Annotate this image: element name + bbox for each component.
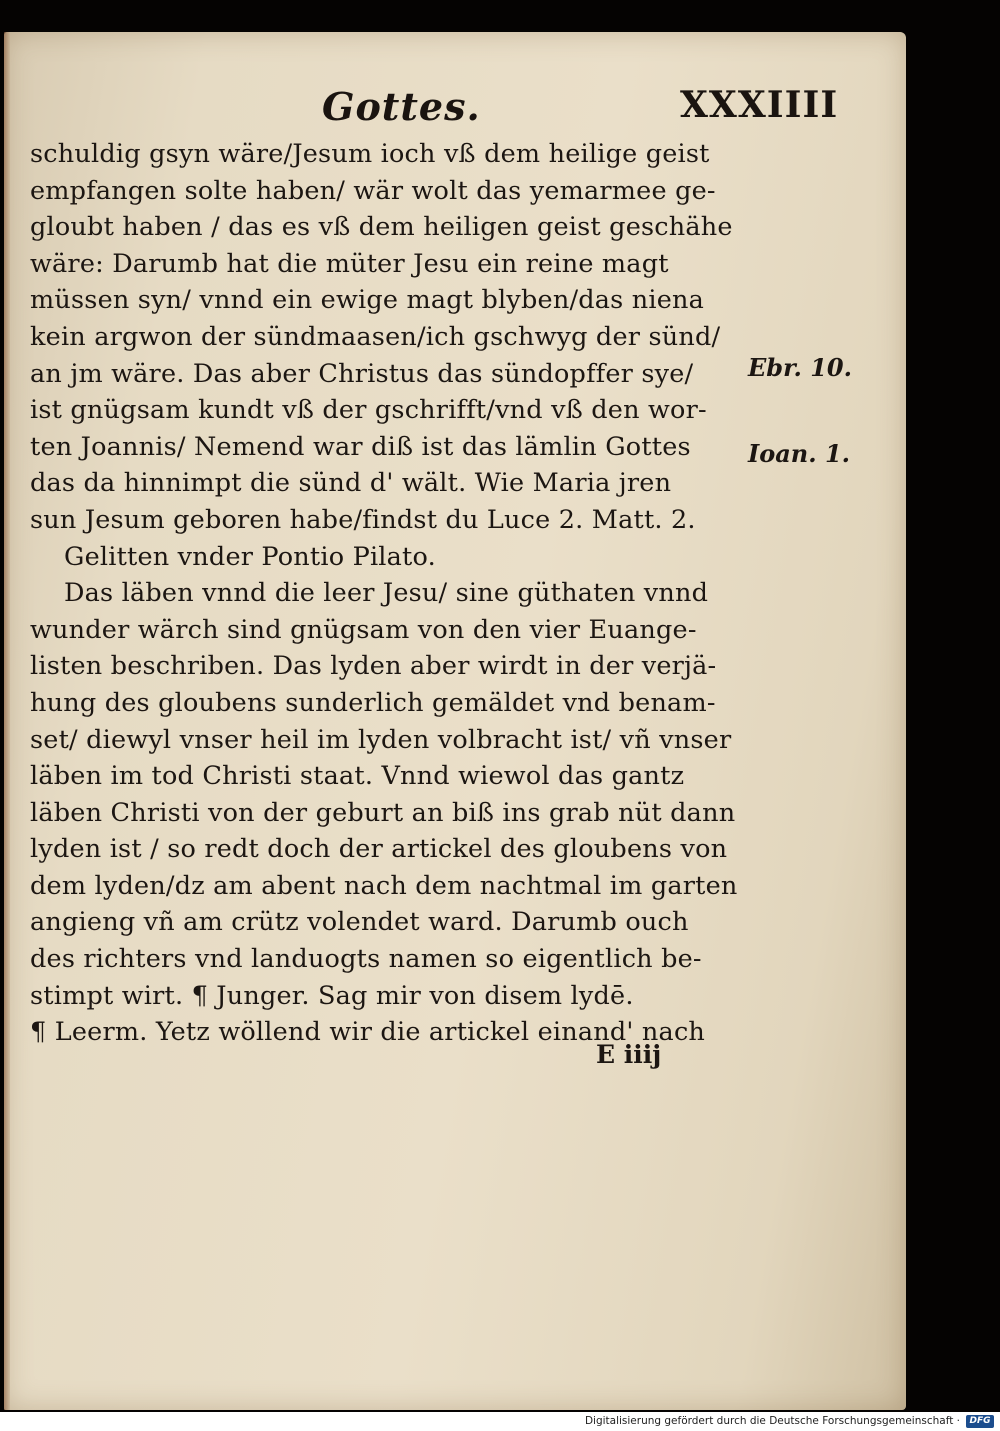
text-line: ¶ Leerm. Yetz wöllend wir die artickel einand' nach — [30, 1017, 706, 1048]
text-line: stimpt wirt. ¶ Junger. Sag mir von disem lydē. — [30, 980, 634, 1011]
digitization-credit: Digitalisierung gefördert durch die Deutsche Forschungsgemeinschaft · — [584, 1415, 960, 1427]
text-line: an jm wäre. Das aber Christus das sündopffer sye/ — [30, 358, 694, 389]
text-line: sun Jesum geboren habe/findst du Luce 2. Matt. 2. — [30, 504, 696, 535]
text-line: gloubt haben / das es vß dem heiligen geist geschähe — [30, 212, 733, 243]
text-line: hung des gloubens sunderlich gemäldet vnd benam- — [30, 687, 716, 718]
text-line: kein argwon der sündmaasen/ich gschwyg der sünd/ — [30, 321, 721, 352]
text-line: dem lyden/dz am abent nach dem nachtmal im garten — [30, 870, 738, 901]
text-line: ten Joannis/ Nemend war diß ist das lämlin Gottes — [30, 431, 691, 462]
text-line: läben im tod Christi staat. Vnnd wiewol das gantz — [30, 761, 685, 792]
footer-bar — [0, 1412, 1000, 1431]
text-line: ist gnügsam kundt vß der gschrifft/vnd vß den wor- — [30, 395, 707, 426]
text-line: müssen syn/ vnnd ein ewige magt blyben/das niena — [30, 285, 705, 316]
signature-mark: E iiij — [596, 1040, 662, 1069]
folio-number: XXXIIII — [680, 84, 839, 126]
text-line: des richters vnd landuogts namen so eigentlich be- — [30, 944, 702, 975]
text-line: läben Christi von der geburt an biß ins grab nüt dann — [30, 797, 736, 828]
text-line: schuldig gsyn wäre/Jesum ioch vß dem heilige geist — [30, 139, 710, 169]
dfg-logo-icon: DFG — [966, 1415, 994, 1428]
running-title: Gottes. — [322, 84, 481, 129]
text-line: wäre: Darumb hat die müter Jesu ein reine magt — [30, 248, 669, 279]
text-line: lyden ist / so redt doch der artickel des gloubens von — [30, 834, 728, 865]
body-text — [30, 136, 750, 1051]
text-line: empfangen solte haben/ wär wolt das yemarmee ge- — [30, 175, 716, 206]
text-line: wunder wärch sind gnügsam von den vier Euange- — [30, 614, 697, 645]
text-line: angieng vñ am crütz volendet ward. Darumb ouch — [30, 907, 689, 938]
text-line: das da hinnimpt die sünd d' wält. Wie Maria jren — [30, 468, 672, 499]
text-line: set/ diewyl vnser heil im lyden volbracht ist/ vñ vnser — [30, 724, 732, 755]
text-line: listen beschriben. Das lyden aber wirdt in der verjä- — [30, 651, 717, 682]
text-line: Das läben vnnd die leer Jesu/ sine güthaten vnnd — [64, 578, 709, 609]
page-spine-edge — [4, 32, 10, 1410]
margin-note-ioan: Ioan. 1. — [748, 439, 850, 468]
margin-note-ebr: Ebr. 10. — [748, 353, 852, 382]
section-heading-line: Gelitten vnder Pontio Pilato. — [64, 541, 436, 572]
